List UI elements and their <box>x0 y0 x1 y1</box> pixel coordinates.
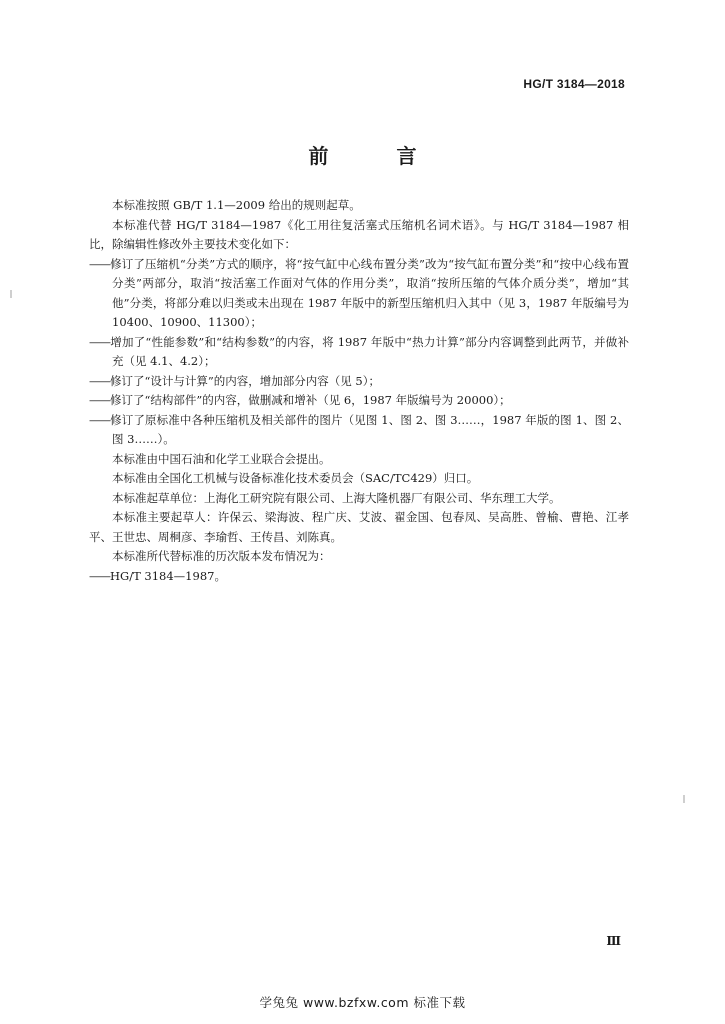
change-item-text: 修订了原标准中各种压缩机及相关部件的图片（见图 1、图 2、图 3……，1987 年版的图 1、图 2、图 3……）。 <box>110 412 629 446</box>
paragraph: 本标准按照 GB/T 1.1—2009 给出的规则起草。 <box>112 198 361 212</box>
change-item-text: 增加了“性能参数”和“结构参数”的内容，将 1987 年版中“热力计算”部分内容调整到此两节，并做补充（见 4.1、4.2）； <box>110 334 629 368</box>
change-item <box>89 372 629 392</box>
dash: —— <box>89 568 110 583</box>
change-item-text: 修订了压缩机“分类”方式的顺序，将“按气缸中心线布置分类”改为“按气缸布置分类”和“按中心线布置分类”两部分，取消“按活塞工作面对气体的作用分类”，取消“按所压缩的气体介质分类”，增加“其他”分类，将部分难以归类或未出现在 1987 年版中的新型压缩机归入其中（见 3，1987 年版编号为 10400、10900、11300）； <box>110 256 629 329</box>
history-item <box>89 567 629 587</box>
document-body <box>89 196 629 586</box>
dash: —— <box>89 373 110 388</box>
dash: —— <box>89 393 110 407</box>
page-number: Ⅲ <box>606 934 621 948</box>
change-item <box>89 411 629 450</box>
change-item-text: 修订了“设计与计算”的内容，增加部分内容（见 5）； <box>110 373 380 388</box>
paragraph: 本标准由全国化工机械与设备标准化技术委员会（SAC/TC429）归口。 <box>112 471 479 485</box>
footer-watermark: 学兔兔 www.bzfxw.com 标准下载 <box>259 995 466 1010</box>
change-item <box>89 391 629 411</box>
paragraph: 本标准起草单位：上海化工研究院有限公司、上海大隆机器厂有限公司、华东理工大学。 <box>112 490 561 505</box>
history-item-text: HG/T 3184—1987。 <box>110 568 226 583</box>
change-item <box>89 255 629 333</box>
dash: —— <box>89 412 110 427</box>
paragraph: 本标准由中国石油和化学工业联合会提出。 <box>112 451 331 466</box>
page-title: 前 言 <box>308 144 441 168</box>
standard-code: HG/T 3184—2018 <box>523 77 625 91</box>
scan-mark <box>10 290 12 298</box>
change-item-text: 修订了“结构部件”的内容，做删减和增补（见 6，1987 年版编号为 20000）； <box>110 393 511 407</box>
change-item <box>89 333 629 372</box>
scan-mark <box>683 795 685 803</box>
dash: —— <box>89 256 110 271</box>
dash: —— <box>89 334 110 349</box>
paragraph: 本标准代替 HG/T 3184—1987《化工用往复活塞式压缩机名词术语》。与 HG/T 3184—1987 相比，除编辑性修改外主要技术变化如下： <box>89 217 629 251</box>
paragraph: 本标准所代替标准的历次版本发布情况为： <box>112 549 331 563</box>
paragraph: 本标准主要起草人：许保云、梁海波、程广庆、艾波、翟金国、包春凤、吴高胜、曾榆、曹艳、江孝平、王世忠、周桐彦、李瑜哲、王传昌、刘陈真。 <box>89 510 629 544</box>
